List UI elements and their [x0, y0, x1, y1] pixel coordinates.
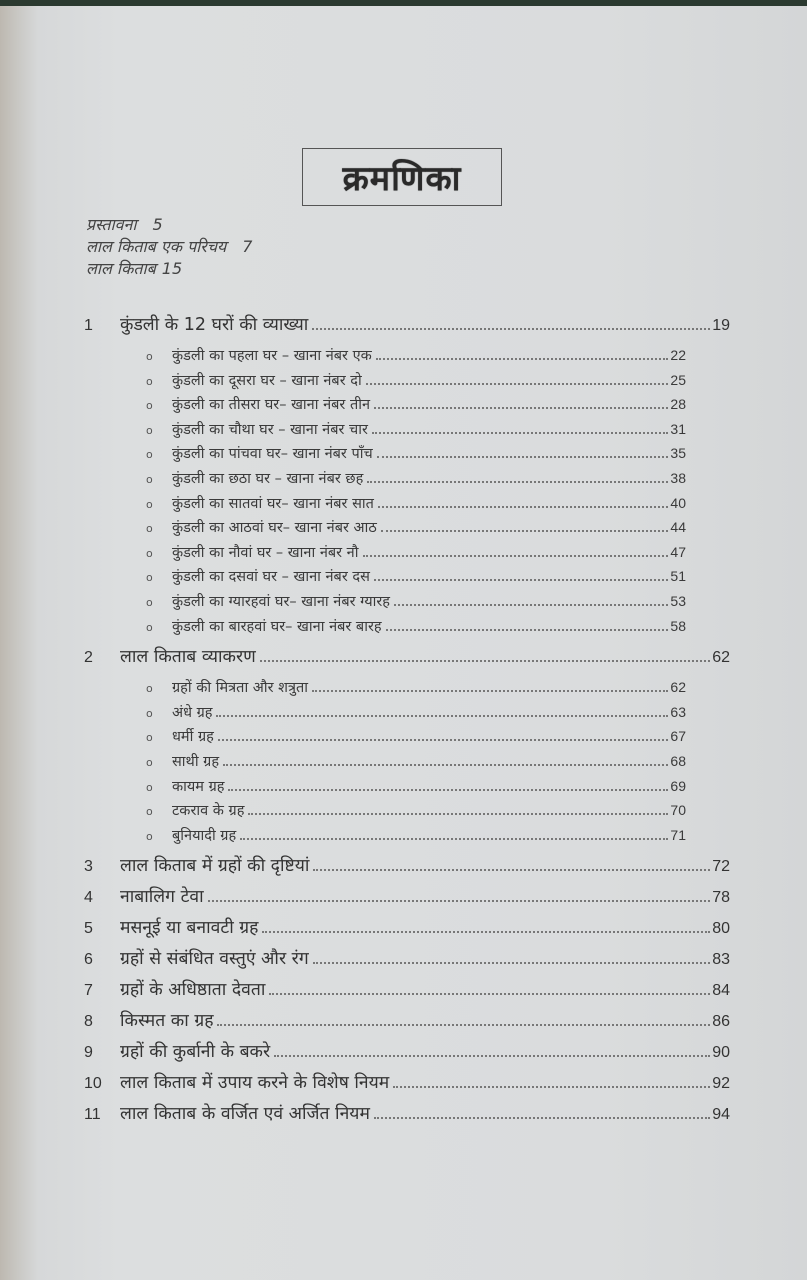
page-title: क्रमणिका	[342, 159, 462, 199]
book-page	[0, 6, 807, 1280]
bullet-circle-icon: o	[146, 448, 153, 462]
chapter-page-number: 84	[712, 982, 730, 1000]
toc-subsection-row	[146, 345, 686, 370]
dot-leader	[378, 505, 669, 508]
toc-subsection-row	[146, 394, 686, 419]
toc-chapter-row	[84, 644, 730, 675]
subsection-page-number: 35	[670, 445, 686, 462]
bullet-circle-icon: o	[146, 423, 153, 437]
toc-chapter-row	[84, 1008, 730, 1039]
toc-chapter-row	[84, 1101, 730, 1132]
bullet-circle-icon: o	[146, 731, 153, 745]
chapter-page-number: 19	[712, 317, 730, 334]
chapter-page-number: 94	[712, 1106, 730, 1124]
subsection-page-number: 31	[670, 420, 686, 437]
subsection-page-number: 70	[670, 802, 686, 819]
dot-leader	[377, 455, 669, 458]
chapter-title: लाल किताब के वर्जित एवं अर्जित नियम	[120, 1104, 370, 1125]
toc-subsection-row	[146, 443, 686, 468]
subsection-title: कुंडली का ग्यारहवां घर– खाना नंबर ग्यारह	[172, 593, 391, 610]
chapter-number: 3	[84, 858, 93, 876]
toc-chapter-row	[84, 1039, 730, 1070]
subsection-page-number: 67	[670, 728, 686, 745]
subsection-title: साथी ग्रह	[172, 753, 220, 770]
chapter-number: 6	[84, 951, 93, 969]
subsection-title: कुंडली का पहला घर – खाना नंबर एक	[172, 348, 372, 364]
subsection-title: धर्मी ग्रह	[172, 729, 214, 746]
dot-leader	[374, 1116, 710, 1119]
chapter-title: किस्मत का ग्रह	[120, 1011, 214, 1032]
dot-leader	[367, 480, 668, 483]
chapter-title: कुंडली के 12 घरों की व्याख्या	[120, 315, 309, 335]
chapter-title: ग्रहों के अधिष्ठाता देवता	[120, 980, 266, 1001]
dot-leader	[216, 714, 668, 717]
dot-leader	[374, 578, 669, 581]
toc-subsection-row	[146, 591, 686, 616]
chapter-page-number: 86	[712, 1013, 730, 1031]
table-of-contents	[84, 312, 730, 1132]
chapter-number: 4	[84, 889, 93, 907]
dot-leader	[223, 763, 668, 766]
subsection-list	[84, 675, 730, 853]
bullet-circle-icon: o	[146, 546, 153, 560]
chapter-number: 5	[84, 920, 93, 938]
toc-subsection-row	[146, 517, 686, 542]
chapter-title: मसनूई या बनावटी ग्रह	[120, 918, 259, 939]
subsection-page-number: 71	[670, 826, 686, 843]
dot-leader	[374, 406, 668, 409]
preface-label: प्रस्तावना	[86, 215, 137, 234]
preface-label: लाल किताब एक परिचय	[86, 237, 227, 256]
dot-leader	[372, 431, 668, 434]
subsection-title: कुंडली का नौवां घर – खाना नंबर नौ	[172, 544, 359, 561]
bullet-circle-icon: o	[146, 522, 153, 536]
toc-chapter-row	[84, 884, 730, 915]
toc-chapter-row	[84, 977, 730, 1008]
chapter-page-number: 83	[712, 951, 730, 969]
chapter-page-number: 72	[712, 858, 730, 876]
chapter-title: लाल किताब व्याकरण	[120, 647, 256, 668]
toc-chapter-row	[84, 1070, 730, 1101]
dot-leader	[313, 868, 710, 871]
bullet-circle-icon: o	[146, 682, 153, 696]
chapter-page-number: 92	[712, 1075, 730, 1093]
toc-chapter-row	[84, 312, 730, 343]
toc-subsection-row	[146, 726, 686, 751]
dot-leader	[381, 529, 669, 532]
chapter-title: ग्रहों की कुर्बानी के बकरे	[120, 1042, 271, 1063]
preface-label: लाल किताब	[86, 259, 156, 278]
bullet-circle-icon: o	[146, 706, 153, 720]
bullet-circle-icon: o	[146, 399, 153, 413]
subsection-list	[84, 343, 730, 644]
bullet-circle-icon: o	[146, 829, 153, 843]
bullet-circle-icon: o	[146, 472, 153, 486]
preface-item	[86, 214, 252, 236]
bullet-circle-icon: o	[146, 497, 153, 511]
chapter-title: लाल किताब में ग्रहों की दृष्टियां	[120, 856, 310, 877]
subsection-page-number: 28	[670, 396, 686, 413]
dot-leader	[208, 899, 711, 902]
dot-leader	[313, 961, 711, 964]
toc-subsection-row	[146, 677, 686, 702]
dot-leader	[312, 689, 668, 692]
subsection-page-number: 40	[670, 494, 686, 511]
chapter-number: 8	[84, 1013, 93, 1031]
dot-leader	[228, 788, 668, 791]
subsection-title: कुंडली का दूसरा घर – खाना नंबर दो	[172, 372, 362, 389]
bullet-circle-icon: o	[146, 571, 153, 585]
chapter-number: 7	[84, 982, 93, 1000]
chapter-number: 2	[84, 649, 93, 667]
subsection-title: कुंडली का बारहवां घर– खाना नंबर बारह	[172, 618, 382, 635]
subsection-title: कायम ग्रह	[172, 778, 225, 795]
subsection-title: कुंडली का आठवां घर– खाना नंबर आठ	[172, 520, 377, 537]
dot-leader	[393, 1085, 710, 1088]
dot-leader	[312, 327, 710, 330]
chapter-title: नाबालिग टेवा	[120, 887, 204, 908]
preface-list	[86, 214, 252, 280]
chapter-page-number: 90	[712, 1044, 730, 1062]
toc-subsection-row	[146, 468, 686, 493]
subsection-page-number: 68	[670, 752, 686, 769]
subsection-title: टकराव के ग्रह	[172, 803, 245, 820]
dot-leader	[376, 357, 669, 360]
toc-subsection-row	[146, 616, 686, 641]
toc-subsection-row	[146, 493, 686, 518]
chapter-number: 11	[84, 1106, 101, 1124]
title-box	[302, 148, 502, 206]
chapter-number: 9	[84, 1044, 93, 1062]
dot-leader	[218, 738, 669, 741]
dot-leader	[240, 837, 668, 840]
chapter-number: 1	[84, 317, 93, 334]
dot-leader	[366, 382, 669, 385]
bullet-circle-icon: o	[146, 780, 153, 794]
toc-subsection-row	[146, 370, 686, 395]
toc-subsection-row	[146, 542, 686, 567]
subsection-title: कुंडली का सातवां घर– खाना नंबर सात	[172, 495, 374, 512]
dot-leader	[248, 812, 668, 815]
toc-subsection-row	[146, 751, 686, 776]
subsection-title: कुंडली का तीसरा घर– खाना नंबर तीन	[172, 397, 371, 414]
subsection-page-number: 25	[670, 371, 686, 388]
preface-item	[86, 258, 252, 280]
dot-leader	[394, 603, 668, 606]
preface-page: 5	[152, 215, 163, 234]
subsection-page-number: 38	[670, 469, 686, 486]
dot-leader	[363, 554, 669, 557]
chapter-page-number: 62	[712, 649, 730, 667]
subsection-page-number: 63	[670, 703, 686, 720]
subsection-page-number: 44	[670, 519, 686, 536]
dot-leader	[269, 992, 710, 995]
subsection-title: ग्रहों की मित्रता और शत्रुता	[172, 680, 309, 697]
preface-item	[86, 236, 252, 258]
toc-subsection-row	[146, 776, 686, 801]
dot-leader	[217, 1023, 710, 1026]
dot-leader	[260, 659, 710, 662]
bullet-circle-icon: o	[146, 755, 153, 769]
subsection-page-number: 22	[670, 347, 686, 363]
chapter-number: 10	[84, 1075, 102, 1093]
subsection-page-number: 51	[670, 568, 686, 585]
subsection-title: कुंडली का चौथा घर – खाना नंबर चार	[172, 421, 368, 438]
preface-page: 15	[161, 259, 183, 278]
subsection-title: अंधे ग्रह	[172, 704, 213, 721]
toc-subsection-row	[146, 702, 686, 727]
dot-leader	[262, 930, 710, 933]
chapter-title: लाल किताब में उपाय करने के विशेष नियम	[120, 1073, 390, 1094]
preface-page: 7	[242, 237, 253, 256]
subsection-title: कुंडली का पांचवा घर– खाना नंबर पाँच	[172, 446, 373, 463]
toc-chapter-row	[84, 853, 730, 884]
subsection-page-number: 53	[670, 592, 686, 609]
chapter-page-number: 80	[712, 920, 730, 938]
toc-subsection-row	[146, 566, 686, 591]
bullet-circle-icon: o	[146, 595, 153, 609]
subsection-page-number: 62	[670, 679, 686, 696]
bullet-circle-icon: o	[146, 350, 153, 363]
dot-leader	[274, 1054, 710, 1057]
toc-chapter-row	[84, 915, 730, 946]
chapter-page-number: 78	[712, 889, 730, 907]
subsection-title: कुंडली का दसवां घर – खाना नंबर दस	[172, 569, 370, 586]
subsection-page-number: 58	[670, 617, 686, 634]
toc-subsection-row	[146, 419, 686, 444]
toc-subsection-row	[146, 800, 686, 825]
bullet-circle-icon: o	[146, 620, 153, 634]
chapter-title: ग्रहों से संबंधित वस्तुएं और रंग	[120, 949, 309, 970]
subsection-title: कुंडली का छठा घर – खाना नंबर छह	[172, 470, 364, 487]
subsection-title: बुनियादी ग्रह	[172, 827, 237, 844]
toc-subsection-row	[146, 825, 686, 850]
bullet-circle-icon: o	[146, 374, 153, 388]
toc-chapter-row	[84, 946, 730, 977]
subsection-page-number: 69	[670, 777, 686, 794]
dot-leader	[386, 628, 669, 631]
bullet-circle-icon: o	[146, 805, 153, 819]
subsection-page-number: 47	[670, 543, 686, 560]
